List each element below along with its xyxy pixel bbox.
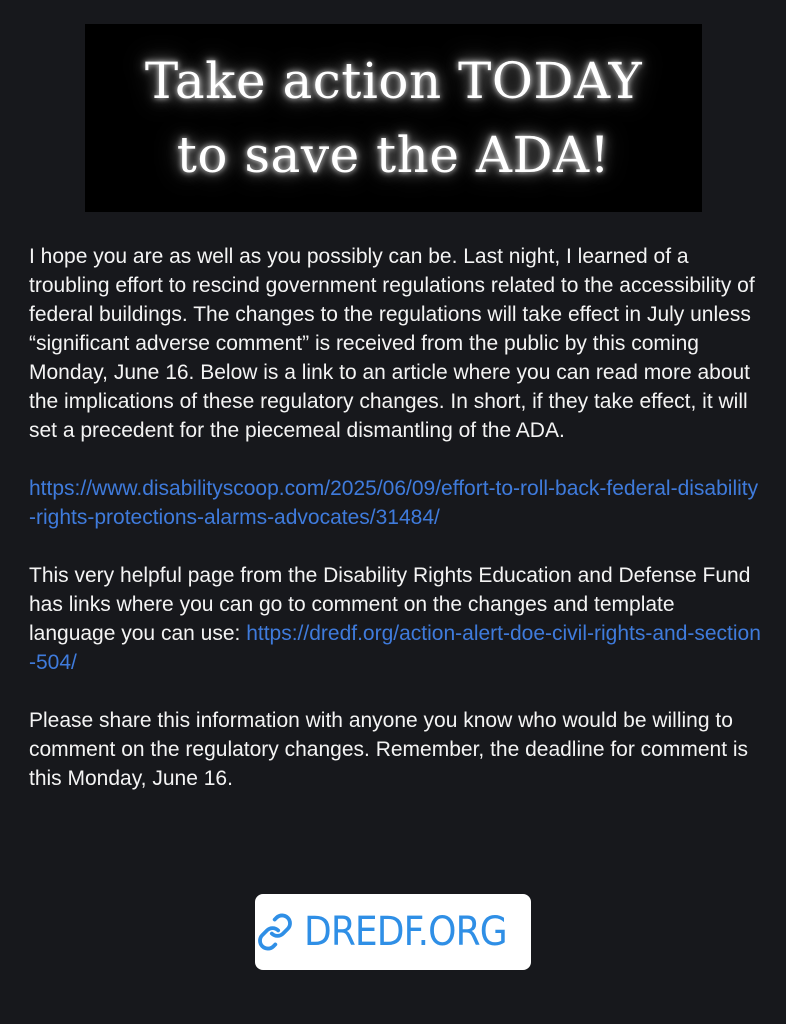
banner-title-line-2: to save the ADA! [176, 126, 611, 184]
article-link-paragraph [29, 474, 764, 532]
dredf-link[interactable]: https://dredf.org/action-alert-doe-civil-rights-and-section-504/ [29, 622, 761, 674]
link-sticker-label: DREDF.ORG [304, 909, 508, 955]
banner-title-line-1: Take action TODAY [144, 52, 643, 110]
dredf-paragraph [29, 561, 764, 677]
link-sticker[interactable] [255, 894, 531, 970]
article-link[interactable]: https://www.disabilityscoop.com/2025/06/09/effort-to-roll-back-federal-disability-rights-protections-alarms-advocates/31484/ [29, 477, 759, 529]
title-banner [85, 24, 702, 212]
dredf-description: This very helpful page from the Disability Rights Education and Defense Fund has links where you can go to comment on the changes and template language you can use: [29, 564, 751, 645]
post-body [29, 242, 764, 822]
closing-paragraph: Please share this information with anyone you know who would be willing to comment on the regulatory changes. Remember, the deadline for comment is this Monday, June 16. [29, 709, 749, 790]
link-icon [256, 913, 294, 951]
intro-paragraph: I hope you are as well as you possibly can be. Last night, I learned of a troubling effort to rescind government regulations related to the accessibility of federal buildings. The changes to the regulations will take effect in July unless “significant adverse comment” is received from the public by this coming Monday, June 16. Below is a link to an article where you can read more about the implications of these regulatory changes. In short, if they take effect, it will set a precedent for the piecemeal dismantling of the ADA. [29, 245, 755, 442]
